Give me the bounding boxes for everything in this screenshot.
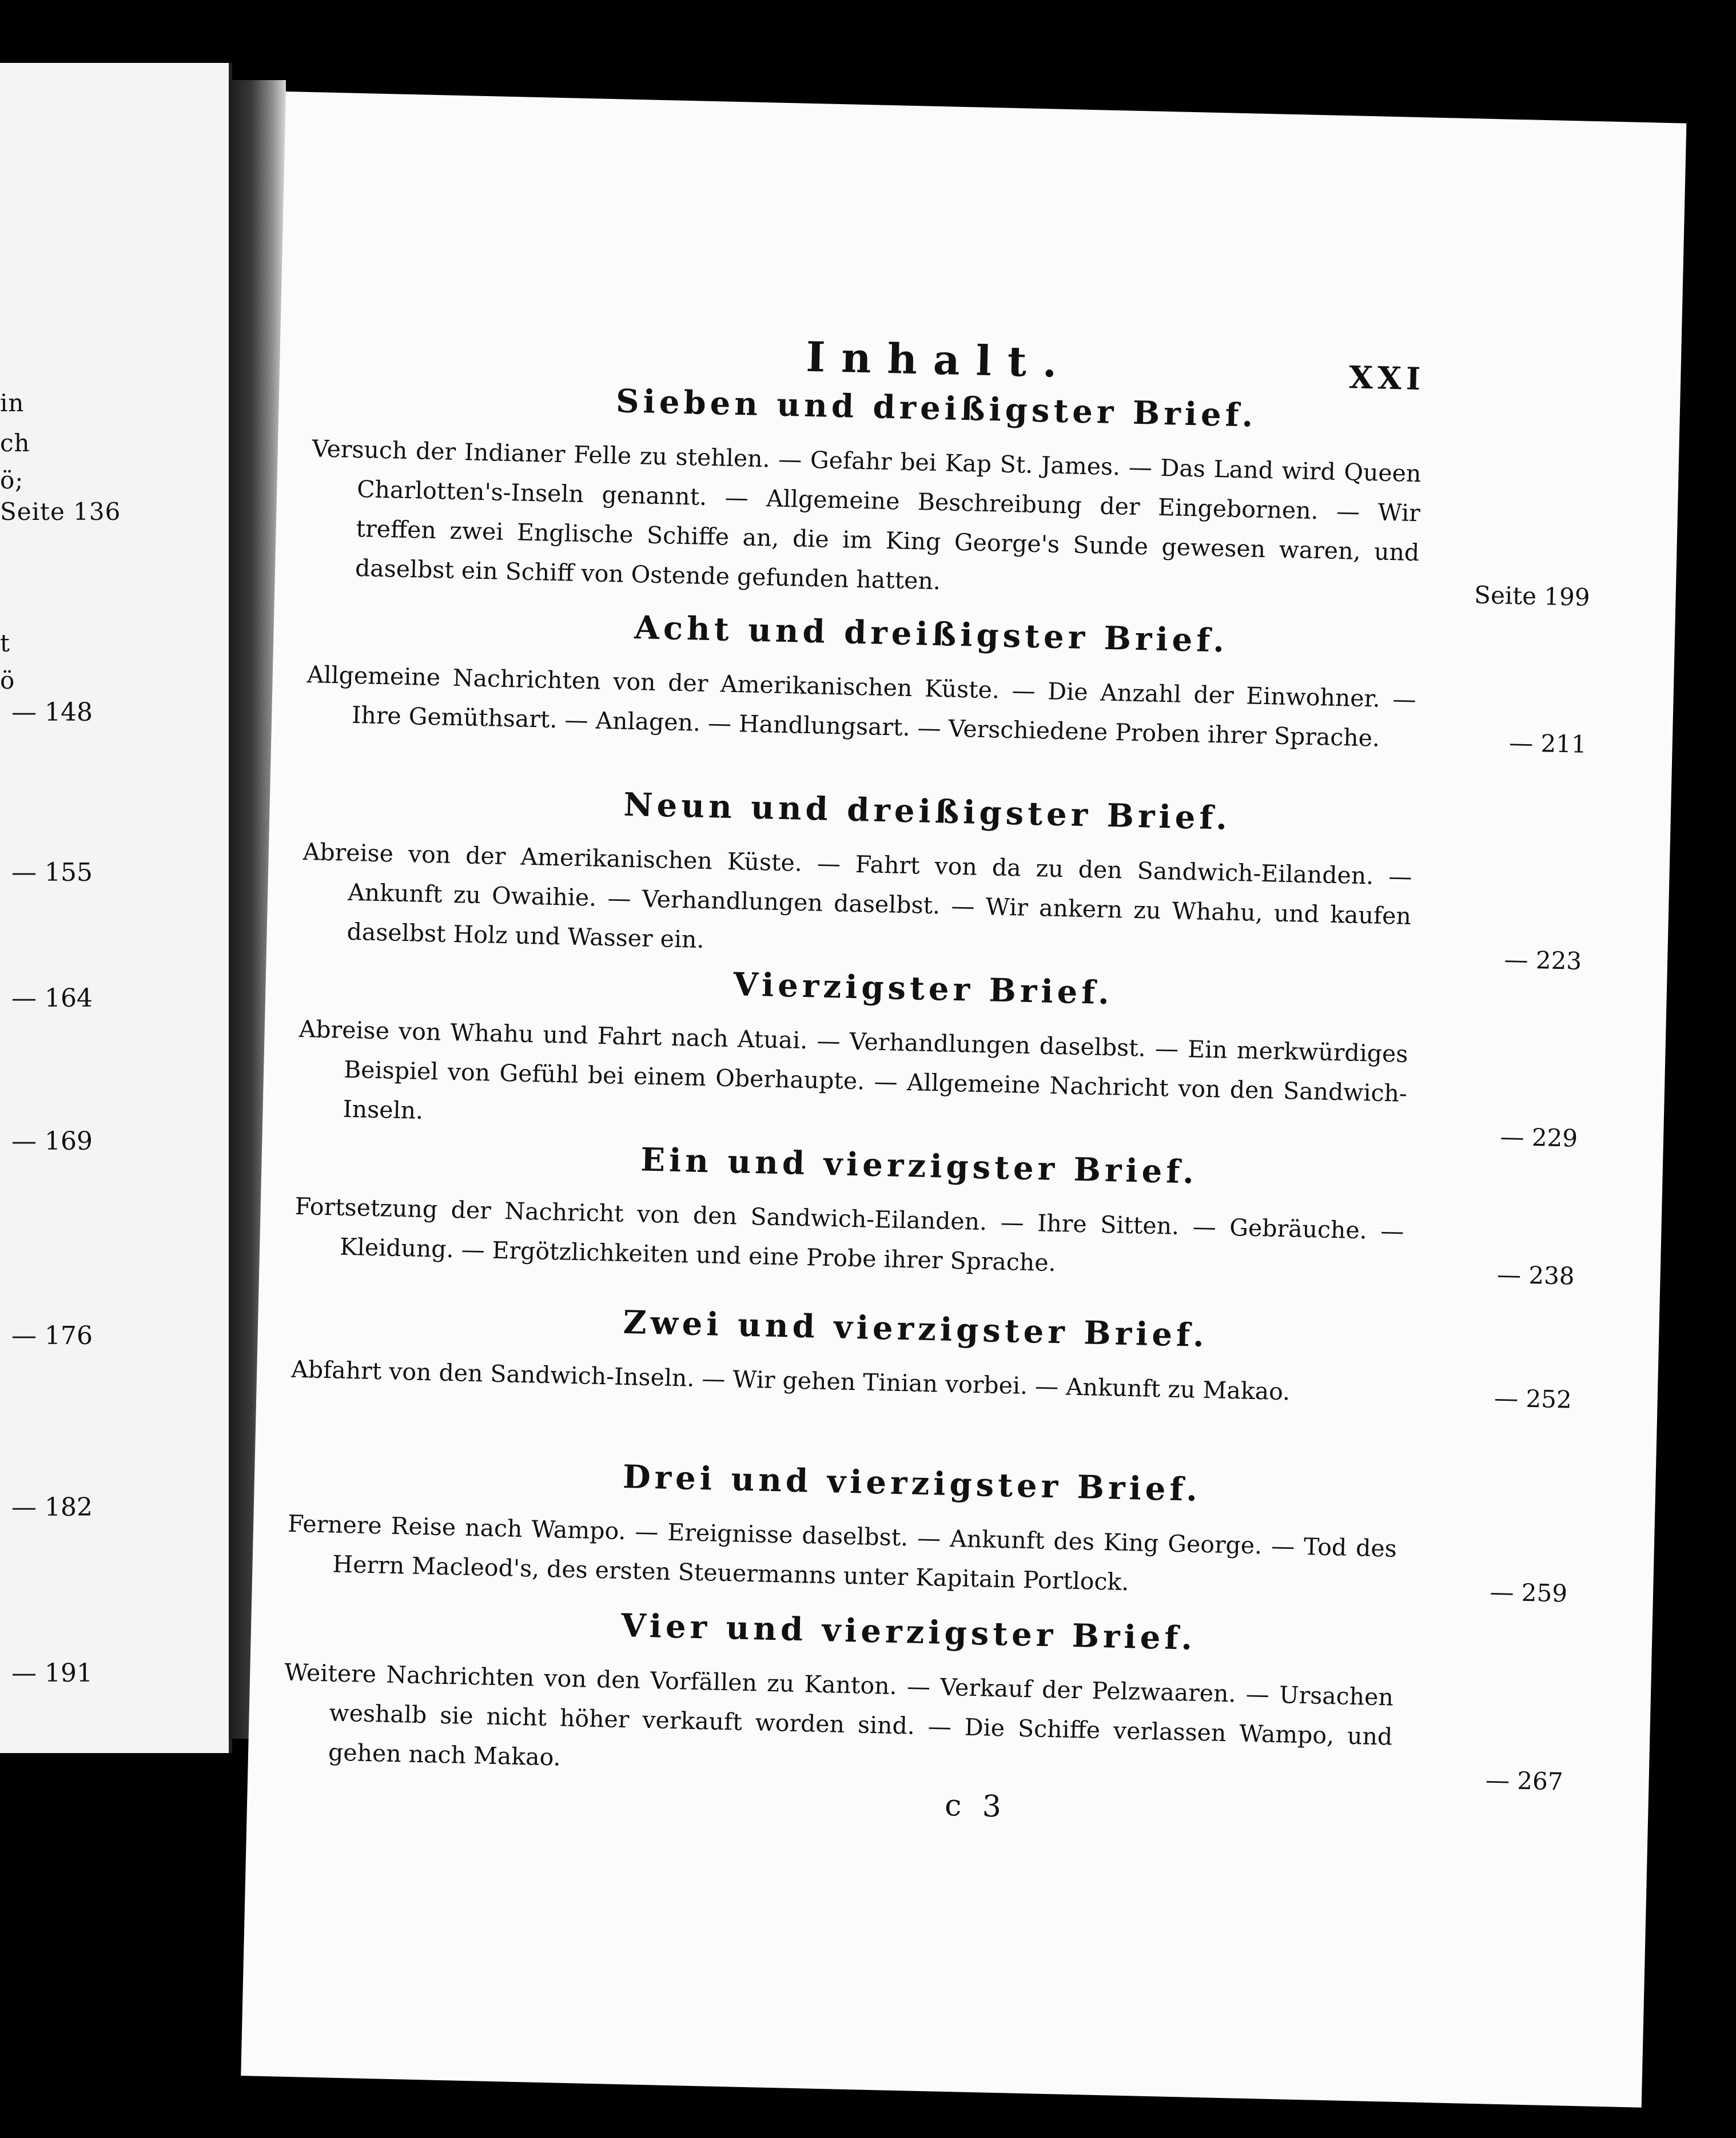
page-reference: Seite 199 bbox=[1474, 581, 1591, 611]
left-page-number: — 176 bbox=[11, 1321, 93, 1350]
page-reference: — 229 bbox=[1500, 1122, 1578, 1153]
toc-entry bbox=[262, 955, 1581, 1157]
left-fragment: in bbox=[0, 389, 25, 417]
letter-title: Vier und vierzigster Brief. bbox=[620, 1607, 1197, 1658]
page-reference: — 238 bbox=[1496, 1260, 1575, 1290]
left-fragment: ö; bbox=[0, 466, 24, 494]
page-reference: — 259 bbox=[1489, 1577, 1568, 1608]
left-fragment: ch bbox=[0, 429, 30, 457]
left-page-number: — 164 bbox=[11, 984, 93, 1013]
left-fragment: t bbox=[0, 629, 10, 657]
letter-title: Sieben und dreißigster Brief. bbox=[615, 382, 1257, 435]
left-fragment: Seite 136 bbox=[0, 498, 121, 526]
toc-entry bbox=[272, 601, 1590, 763]
letter-summary: Abreise von der Amerikanischen Küste. — Fahrt von da zu den Sandwich-Eilanden. — Ankunft zu Owaihie. — Verhandlungen daselbst. — Wir ankern zu Whahu, und kaufen daselbst Holz und Wasser ein. bbox=[302, 838, 1412, 953]
letter-summary: Allgemeine Nachrichten von der Amerikanischen Küste. — Die Anzahl der Einwohner. — Ihre Gemüthsart. — Anlagen. — Handlungsart. — Verschiedene Proben ihrer Sprache. bbox=[306, 661, 1416, 752]
letter-summary: Weitere Nachrichten von den Vorfällen zu Kanton. — Verkauf der Pelzwaaren. — Ursachen weshalb sie nicht höher verkauft worden sind. — Die Schiffe verlassen Wampo, und gehen nach Makao. bbox=[284, 1658, 1394, 1771]
letter-title: Drei und vierzigster Brief. bbox=[622, 1457, 1202, 1509]
page-heading: Inhalt. bbox=[805, 332, 1074, 387]
letter-summary: Abfahrt von den Sandwich-Inseln. — Wir gehen Tinian vorbei. — Ankunft zu Makao. bbox=[290, 1355, 1291, 1406]
left-page-number: — 169 bbox=[11, 1127, 93, 1156]
toc-entry bbox=[257, 1295, 1574, 1418]
book-page bbox=[241, 92, 1686, 2108]
printer-signature: c 3 bbox=[944, 1788, 1008, 1825]
letter-summary: Versuch der Indianer Felle zu stehlen. — Gefahr bei Kap St. James. — Das Land wird Queen Charlotten's-Inseln genannt. — Allgemeine Beschreibung der Eingebornen. — Wir treffen zwei Englische Schiffe an, die im King George's Sunde gewesen waren, und daselbst ein Schiff von Ostende gefunden hatten. bbox=[312, 435, 1422, 595]
left-page-number: — 155 bbox=[11, 858, 93, 887]
left-page-number: — 182 bbox=[11, 1493, 93, 1522]
left-fragment: ö bbox=[0, 666, 15, 694]
toc-entry bbox=[259, 1132, 1577, 1295]
letter-summary: Fernere Reise nach Wampo. — Ereignisse daselbst. — Ankunft des King George. — Tod des Herrn Macleod's, des ersten Steuermanns unter Kapitain Portlock. bbox=[287, 1509, 1397, 1596]
letter-title: Acht und dreißigster Brief. bbox=[634, 609, 1229, 660]
page-reference: — 267 bbox=[1485, 1766, 1564, 1796]
toc-entry bbox=[266, 778, 1585, 980]
previous-page-strip bbox=[0, 63, 232, 1753]
toc-entry bbox=[248, 1598, 1566, 1800]
left-page-number: — 191 bbox=[11, 1659, 93, 1688]
left-page-number: — 148 bbox=[11, 698, 93, 727]
letter-title: Vierzigster Brief. bbox=[732, 965, 1114, 1012]
toc-entry bbox=[252, 1449, 1570, 1612]
letter-title: Neun und dreißigster Brief. bbox=[623, 785, 1232, 837]
letter-title: Ein und vierzigster Brief. bbox=[640, 1140, 1199, 1191]
page-reference: — 223 bbox=[1504, 945, 1582, 975]
letter-title: Zwei und vierzigster Brief. bbox=[623, 1303, 1209, 1355]
toc-entry bbox=[274, 375, 1594, 616]
page-reference: — 211 bbox=[1508, 728, 1587, 758]
page-reference: — 252 bbox=[1494, 1384, 1572, 1414]
letter-summary: Fortsetzung der Nachricht von den Sandwich-Eilanden. — Ihre Sitten. — Gebräuche. — Kleidung. — Ergötzlichkeiten und eine Probe ihrer Sprache. bbox=[294, 1192, 1404, 1277]
page-number: XXI bbox=[1348, 359, 1426, 398]
letter-summary: Abreise von Whahu und Fahrt nach Atuai. — Verhandlungen daselbst. — Ein merkwürdiges Beispiel von Gefühl bei einem Oberhaupte. — Allgemeine Nachricht von den Sandwich-Inseln. bbox=[298, 1015, 1408, 1124]
